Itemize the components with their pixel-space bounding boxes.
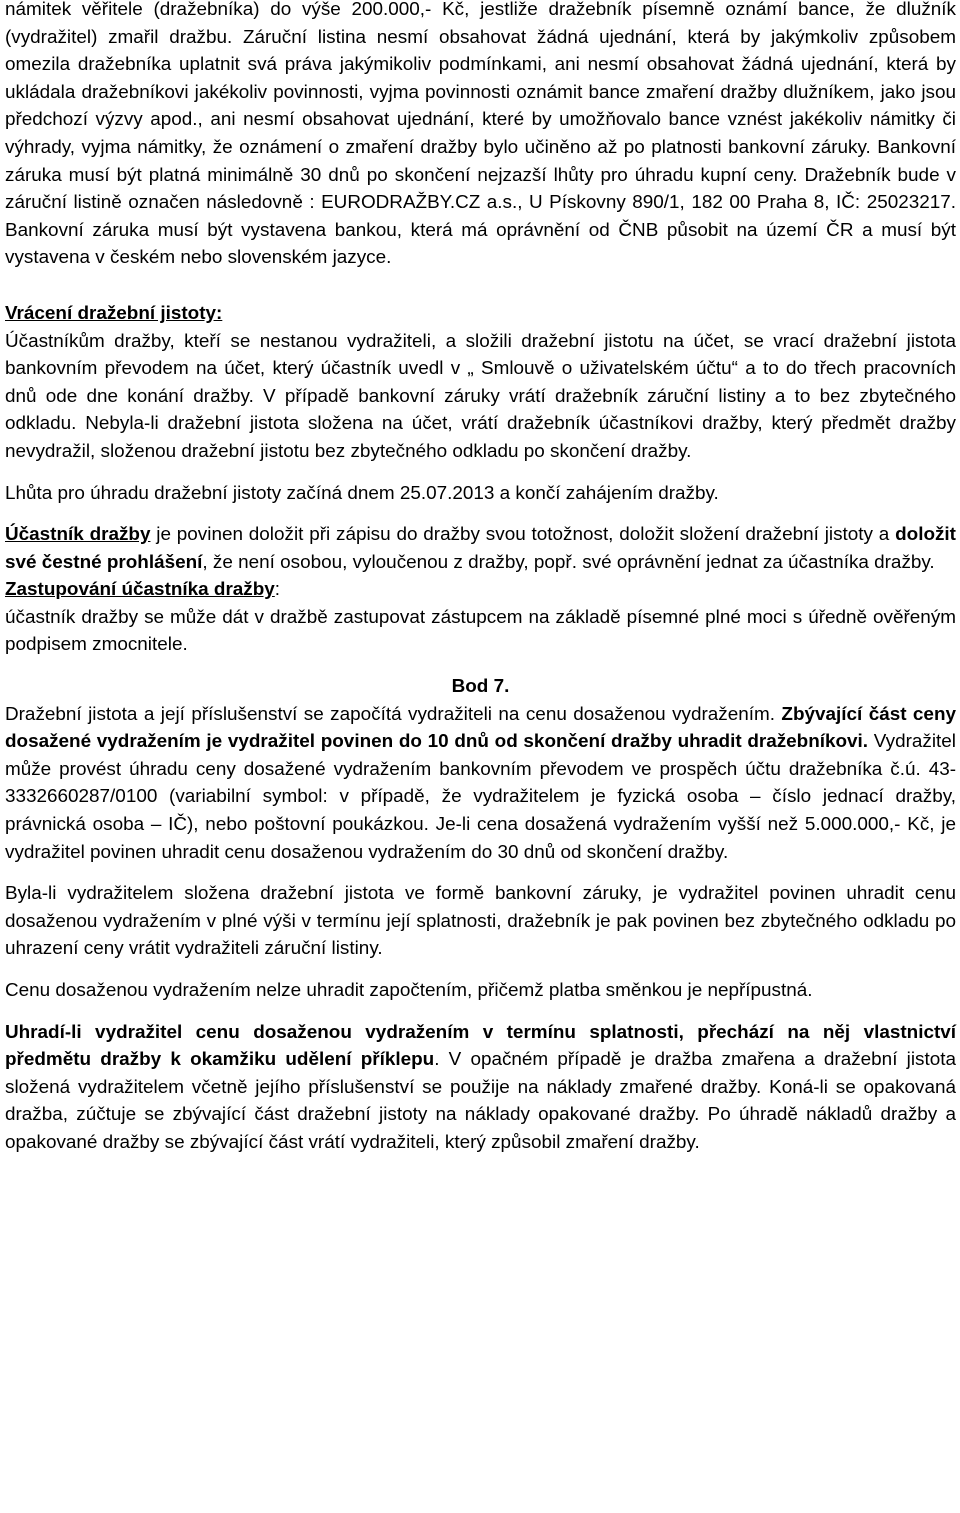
refund-section — [5, 300, 956, 466]
ownership-bold: Uhradí-li vydražitel cenu dosaženou vydražením v termínu splatnosti, přechází na něj vlastnictví předmětu dražby k okamžiku udělení příklepu — [5, 1021, 956, 1071]
section-title-text: Bod 7. — [451, 676, 510, 698]
refund-paragraph: Účastníkům dražby, kteří se nestanou vydražiteli, a složili dražební jistotu na účet, se vrací dražební jistota bankovním převodem na účet, který účastník uvedl v „ Smlouvě o uživatelském účtu“ a to do třech pracovních dnů ode dne konání dražby. V případě bankovní záruky vrátí dražebník záruční listiny a to bez zbytečného odkladu. Nebyla-li dražební jistota složena na účet, vrátí dražebník účastníkovi dražby, který předmět dražby nevydražil, složenou dražební jistotu bez zbytečného odkladu po skončení dražby. — [5, 330, 956, 462]
refund-heading — [5, 300, 956, 328]
representation-heading — [5, 576, 956, 604]
ownership-text: . V opačném případě je dražba zmařena a dražební jistota složená vydražitelem včetně jejího příslušenství se použije na náklady zmařené dražby. Koná-li se opakovaná dražba, zúčtuje se zbývající část dražební jistoty na náklady opakované dražby. Po úhradě nákladů dražby a opakované dražby se zbývající část vrátí vydražiteli, který způsobil zmaření dražby. — [5, 1049, 956, 1153]
representation-heading-colon: : — [274, 579, 281, 601]
payment-text-1: Dražební jistota a její příslušenství se započítá vydražiteli na cenu dosaženou vydražením. — [5, 703, 782, 725]
section-title — [5, 673, 956, 701]
representation-heading-text: Zastupování účastníka dražby — [5, 579, 275, 601]
payment-bold: Zbývající část ceny dosažené vydražením je vydražitel povinen do 10 dnů od skončení dražby uhradit dražebníkovi. — [5, 703, 956, 753]
deadline-paragraph: Lhůta pro úhradu dražební jistoty začíná dnem 25.07.2013 a končí zahájením dražby. — [5, 482, 719, 504]
guarantee-terms-paragraph: námitek věřitele (dražebníka) do výše 200.000,- Kč, jestliže dražebník písemně oznámí bance, že dlužník (vydražitel) zmařil dražbu. Záruční listina nesmí obsahovat žádná ujednání, která by jakýmkoliv způsobem omezila dražebníka uplatnit svá práva jakýmikoliv podmínkami, ani nesmí obsahovat žádná ujednání, která by ukládala dražebníkovi jakékoliv povinnosti, vyjma povinnosti oznámit bance zmaření dražby dlužníkem, jako jsou předchozí výzvy apod., ani nesmí obsahovat ujednání, které by umožňovalo bance vznést jakékoliv námitky či výhrady, vyjma námitky, že oznámení o zmaření dražby bylo učiněno až po platnosti bankovní záruky. Bankovní záruka musí být platná minimálně 30 dnů po skončení nejzazší lhůty pro úhradu kupní ceny. Dražebník bude v záruční listině označen následovně : EURODRAŽBY.CZ a.s., U Pískovny 890/1, 182 00 Praha 8, IČ: 25023217. Bankovní záruka musí být vystavena bankou, která má oprávnění od ČNB působit na území ČR a musí být vystavena v českém nebo slovenském jazyce. — [5, 0, 956, 269]
refund-heading-text: Vrácení dražební jistoty: — [5, 302, 223, 324]
payment-text-2: Vydražitel může provést úhradu ceny dosažené vydražením bankovním převodem ve prospěch účtu dražebníka č.ú. 43-3332660287/0100 (variabilní symbol: v případě, že vydražitelem je fyzická osoba – číslo jednací dražby, právnická osoba – IČ), nebo poštovní poukázkou. Je-li cena dosažená vydražením vyšší než 5.000.000,- Kč, je vydražitel povinen uhradit cenu dosaženou vydražením do 30 dnů od skončení dražby. — [5, 731, 956, 863]
ownership-paragraph — [5, 1019, 956, 1157]
bill-paragraph: Cenu dosaženou vydražením nelze uhradit započtením, přičemž platba směnkou je nepřípustná. — [5, 980, 813, 1001]
participant-paragraph — [5, 521, 956, 576]
bank-guarantee-payment-paragraph: Byla-li vydražitelem složena dražební jistota ve formě bankovní záruky, je vydražitel povinen uhradit cenu dosaženou vydražením v plné výši v termínu její splatnosti, dražebník je pak povinen bez zbytečného odkladu po uhrazení ceny vrátit vydražiteli záruční listiny. — [5, 883, 956, 960]
representation-paragraph: účastník dražby se může dát v dražbě zastupovat zástupcem na základě písemné plné moci s úředně ověřeným podpisem zmocnitele. — [5, 606, 956, 656]
payment-paragraph — [5, 701, 956, 867]
declaration-bold: doložit své čestné prohlášení — [5, 524, 956, 573]
participant-text-1: je povinen doložit při zápisu do dražby svou totožnost, doložit složení dražební jistoty a — [150, 524, 896, 546]
participant-bold-label: Účastník dražby — [5, 524, 151, 546]
participant-text-2: , že není osobou, vyloučenou z dražby, popř. své oprávnění jednat za účastníka dražby. — [202, 551, 935, 573]
